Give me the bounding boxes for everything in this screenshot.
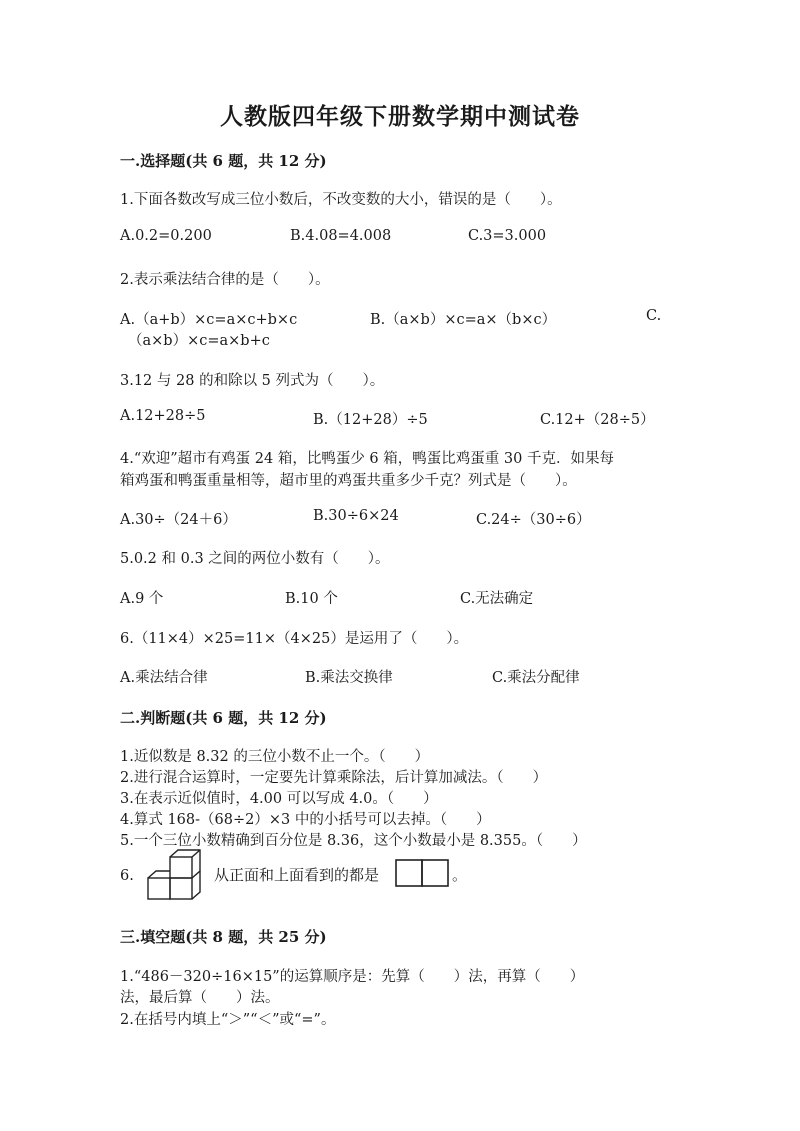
question-1-4-line2: 箱鸡蛋和鸭蛋重量相等，超市里的鸡蛋共重多少千克？列式是（ ）。 <box>120 473 577 489</box>
option-1-2-b: B.（a×b）×c=a×（b×c） <box>370 312 557 328</box>
option-1-3-c: C.12+（28÷5） <box>540 412 655 428</box>
option-1-3-b: B.（12+28）÷5 <box>313 412 428 428</box>
judge-item-6-text: 从正面和上面看到的都是 <box>214 866 380 884</box>
judge-item-2: 2.进行混合运算时，一定要先计算乘除法，后计算加减法。（ ） <box>120 770 548 786</box>
fill-question-1-line1: 1.“486－320÷16×15”的运算顺序是：先算（ ）法，再算（ ） <box>120 969 585 985</box>
judge-item-6-end: 。 <box>452 866 468 884</box>
option-1-5-a: A.9 个 <box>120 591 164 607</box>
judge-item-1: 1.近似数是 8.32 的三位小数不止一个。（ ） <box>120 749 430 765</box>
option-1-4-a: A.30÷（24＋6） <box>120 512 237 528</box>
option-1-1-c: C.3=3.000 <box>468 228 547 244</box>
cubes-figure <box>146 848 212 902</box>
question-1-3: 3.12 与 28 的和除以 5 列式为（ ）。 <box>120 373 385 389</box>
page-title: 人教版四年级下册数学期中测试卷 <box>220 103 580 130</box>
question-1-2: 2.表示乘法结合律的是（ ）。 <box>120 272 330 288</box>
option-1-2-a: A.（a+b）×c=a×c+b×c <box>120 312 298 328</box>
option-1-6-b: B.乘法交换律 <box>305 670 393 686</box>
option-1-1-a: A.0.2=0.200 <box>120 228 212 244</box>
option-1-6-a: A.乘法结合律 <box>120 670 208 686</box>
question-1-6: 6.（11×4）×25=11×（4×25）是运用了（ ）。 <box>120 631 469 647</box>
question-1-4-line1: 4.“欢迎”超市有鸡蛋 24 箱，比鸭蛋少 6 箱，鸭蛋比鸡蛋重 30 千克．如果每 <box>120 451 614 467</box>
option-1-5-c: C.无法确定 <box>460 591 534 607</box>
section-heading-choice: 一.选择题(共 6 题，共 12 分) <box>120 152 327 170</box>
option-1-3-a: A.12+28÷5 <box>120 408 206 424</box>
option-1-2-c: C. <box>646 308 662 324</box>
option-1-4-b: B.30÷6×24 <box>313 508 399 524</box>
section-heading-judge: 二.判断题(共 6 题，共 12 分) <box>120 709 327 727</box>
two-square-view-figure <box>394 858 450 888</box>
question-1-5: 5.0.2 和 0.3 之间的两位小数有（ ）。 <box>120 551 390 567</box>
judge-item-3: 3.在表示近似值时，4.00 可以写成 4.0。（ ） <box>120 791 438 807</box>
judge-item-6-number: 6. <box>120 868 134 884</box>
option-1-2-c-text: （a×b）×c=a×b+c <box>128 333 270 349</box>
fill-question-2: 2.在括号内填上“＞”“＜”或“=”。 <box>120 1012 336 1028</box>
option-1-4-c: C.24÷（30÷6） <box>476 512 591 528</box>
fill-question-1-line2: 法，最后算（ ）法。 <box>120 990 280 1006</box>
option-1-1-b: B.4.08=4.008 <box>290 228 392 244</box>
judge-item-4: 4.算式 168-（68÷2）×3 中的小括号可以去掉。（ ） <box>120 812 491 828</box>
question-1-1: 1.下面各数改写成三位小数后，不改变数的大小，错误的是（ ）。 <box>120 192 562 208</box>
section-heading-fill: 三.填空题(共 8 题，共 25 分) <box>120 928 327 946</box>
option-1-6-c: C.乘法分配律 <box>492 670 580 686</box>
judge-item-5: 5.一个三位小数精确到百分位是 8.36，这个小数最小是 8.355。（ ） <box>120 833 587 849</box>
option-1-5-b: B.10 个 <box>285 591 338 607</box>
